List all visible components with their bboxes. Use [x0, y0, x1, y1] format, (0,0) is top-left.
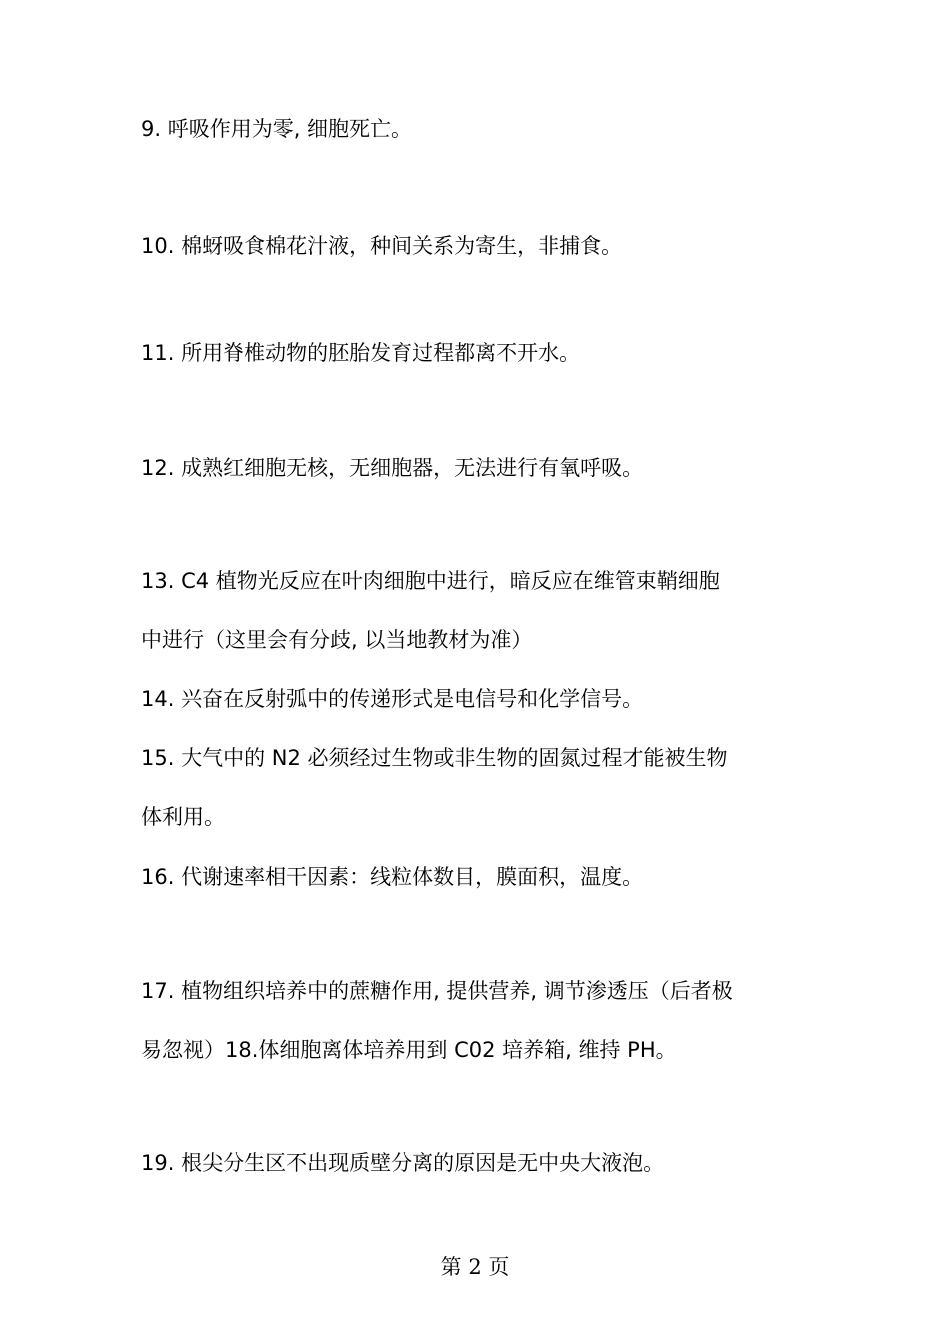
item-19: 19. 根尖分生区不出现质壁分离的原因是无中央大液泡。: [141, 1151, 665, 1175]
item-15-line-2: 体利用。: [141, 805, 225, 829]
item-17-line-1: 17. 植物组织培养中的蔗糖作用, 提供营养, 调节渗透压（后者极: [141, 979, 733, 1003]
item-15-line-1: 15. 大气中的 N2 必须经过生物或非生物的固氮过程才能被生物: [141, 746, 728, 770]
item-13-line-1: 13. C4 植物光反应在叶肉细胞中进行，暗反应在维管束鞘细胞: [141, 569, 720, 593]
item-9: 9. 呼吸作用为零, 细胞死亡。: [141, 117, 413, 141]
item-12: 12. 成熟红细胞无核，无细胞器，无法进行有氧呼吸。: [141, 456, 644, 480]
item-16: 16. 代谢速率相干因素：线粒体数目，膜面积，温度。: [141, 865, 644, 889]
item-11: 11. 所用脊椎动物的胚胎发育过程都离不开水。: [141, 341, 581, 365]
item-10: 10. 棉蚜吸食棉花汁液，种间关系为寄生，非捕食。: [141, 234, 623, 258]
item-13-line-2: 中进行（这里会有分歧, 以当地教材为准）: [141, 628, 533, 652]
item-17-line-2: 易忽视）18.体细胞离体培养用到 C02 培养箱, 维持 PH。: [141, 1038, 677, 1062]
page-number: 第 2 页: [440, 1255, 510, 1279]
item-14: 14. 兴奋在反射弧中的传递形式是电信号和化学信号。: [141, 687, 644, 711]
